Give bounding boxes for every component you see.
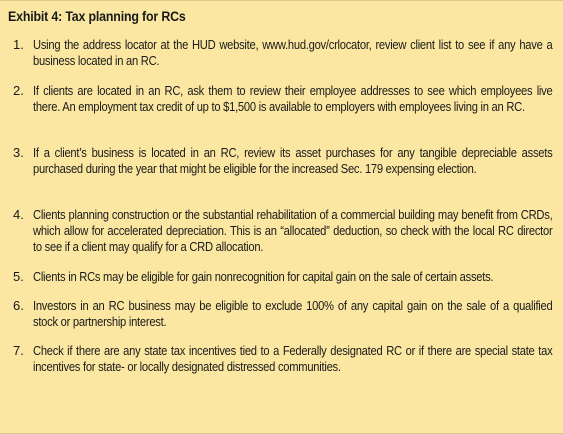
list-item-number: 4. xyxy=(13,207,24,222)
list-item-number: 5. xyxy=(13,269,24,284)
list-item-number: 7. xyxy=(13,343,24,358)
list-item-text: If clients are located in an RC, ask them to review their employee addresses to see which employees live there. An employment tax credit of up to $1,500 is available to employers with employees living in an RC. xyxy=(33,83,553,114)
list-item-number: 3. xyxy=(13,145,24,160)
list-item-text: Clients in RCs may be eligible for gain nonrecognition for capital gain on the sale of certain assets. xyxy=(33,269,494,284)
exhibit-title: Exhibit 4: Tax planning for RCs xyxy=(8,9,186,24)
list-item-number: 1. xyxy=(13,37,24,52)
list-item-number: 6. xyxy=(13,298,24,313)
list-item-text: Check if there are any state tax incentives tied to a Federally designated RC or if there are special state tax incentives for state- or locally designated distressed communities. xyxy=(33,343,553,374)
list-item-text: Using the address locator at the HUD website, www.hud.gov/crlocator, review client list to see if any have a business located in an RC. xyxy=(33,37,553,68)
list-item-text: Investors in an RC business may be eligible to exclude 100% of any capital gain on the sale of a qualified stock or partnership interest. xyxy=(33,298,553,329)
list-item-text: Clients planning construction or the substantial rehabilitation of a commercial building may benefit from CRDs, which allow for accelerated depreciation. This is an “allocated” deduction, so check with the local RC director to see if a client may qualify for a CRD allocation. xyxy=(33,207,553,254)
list-item-text: If a client’s business is located in an RC, review its asset purchases for any tangible depreciable assets purchased during the year that might be eligible for the increased Sec. 179 expensing election. xyxy=(33,145,553,176)
list-item-number: 2. xyxy=(13,83,24,98)
